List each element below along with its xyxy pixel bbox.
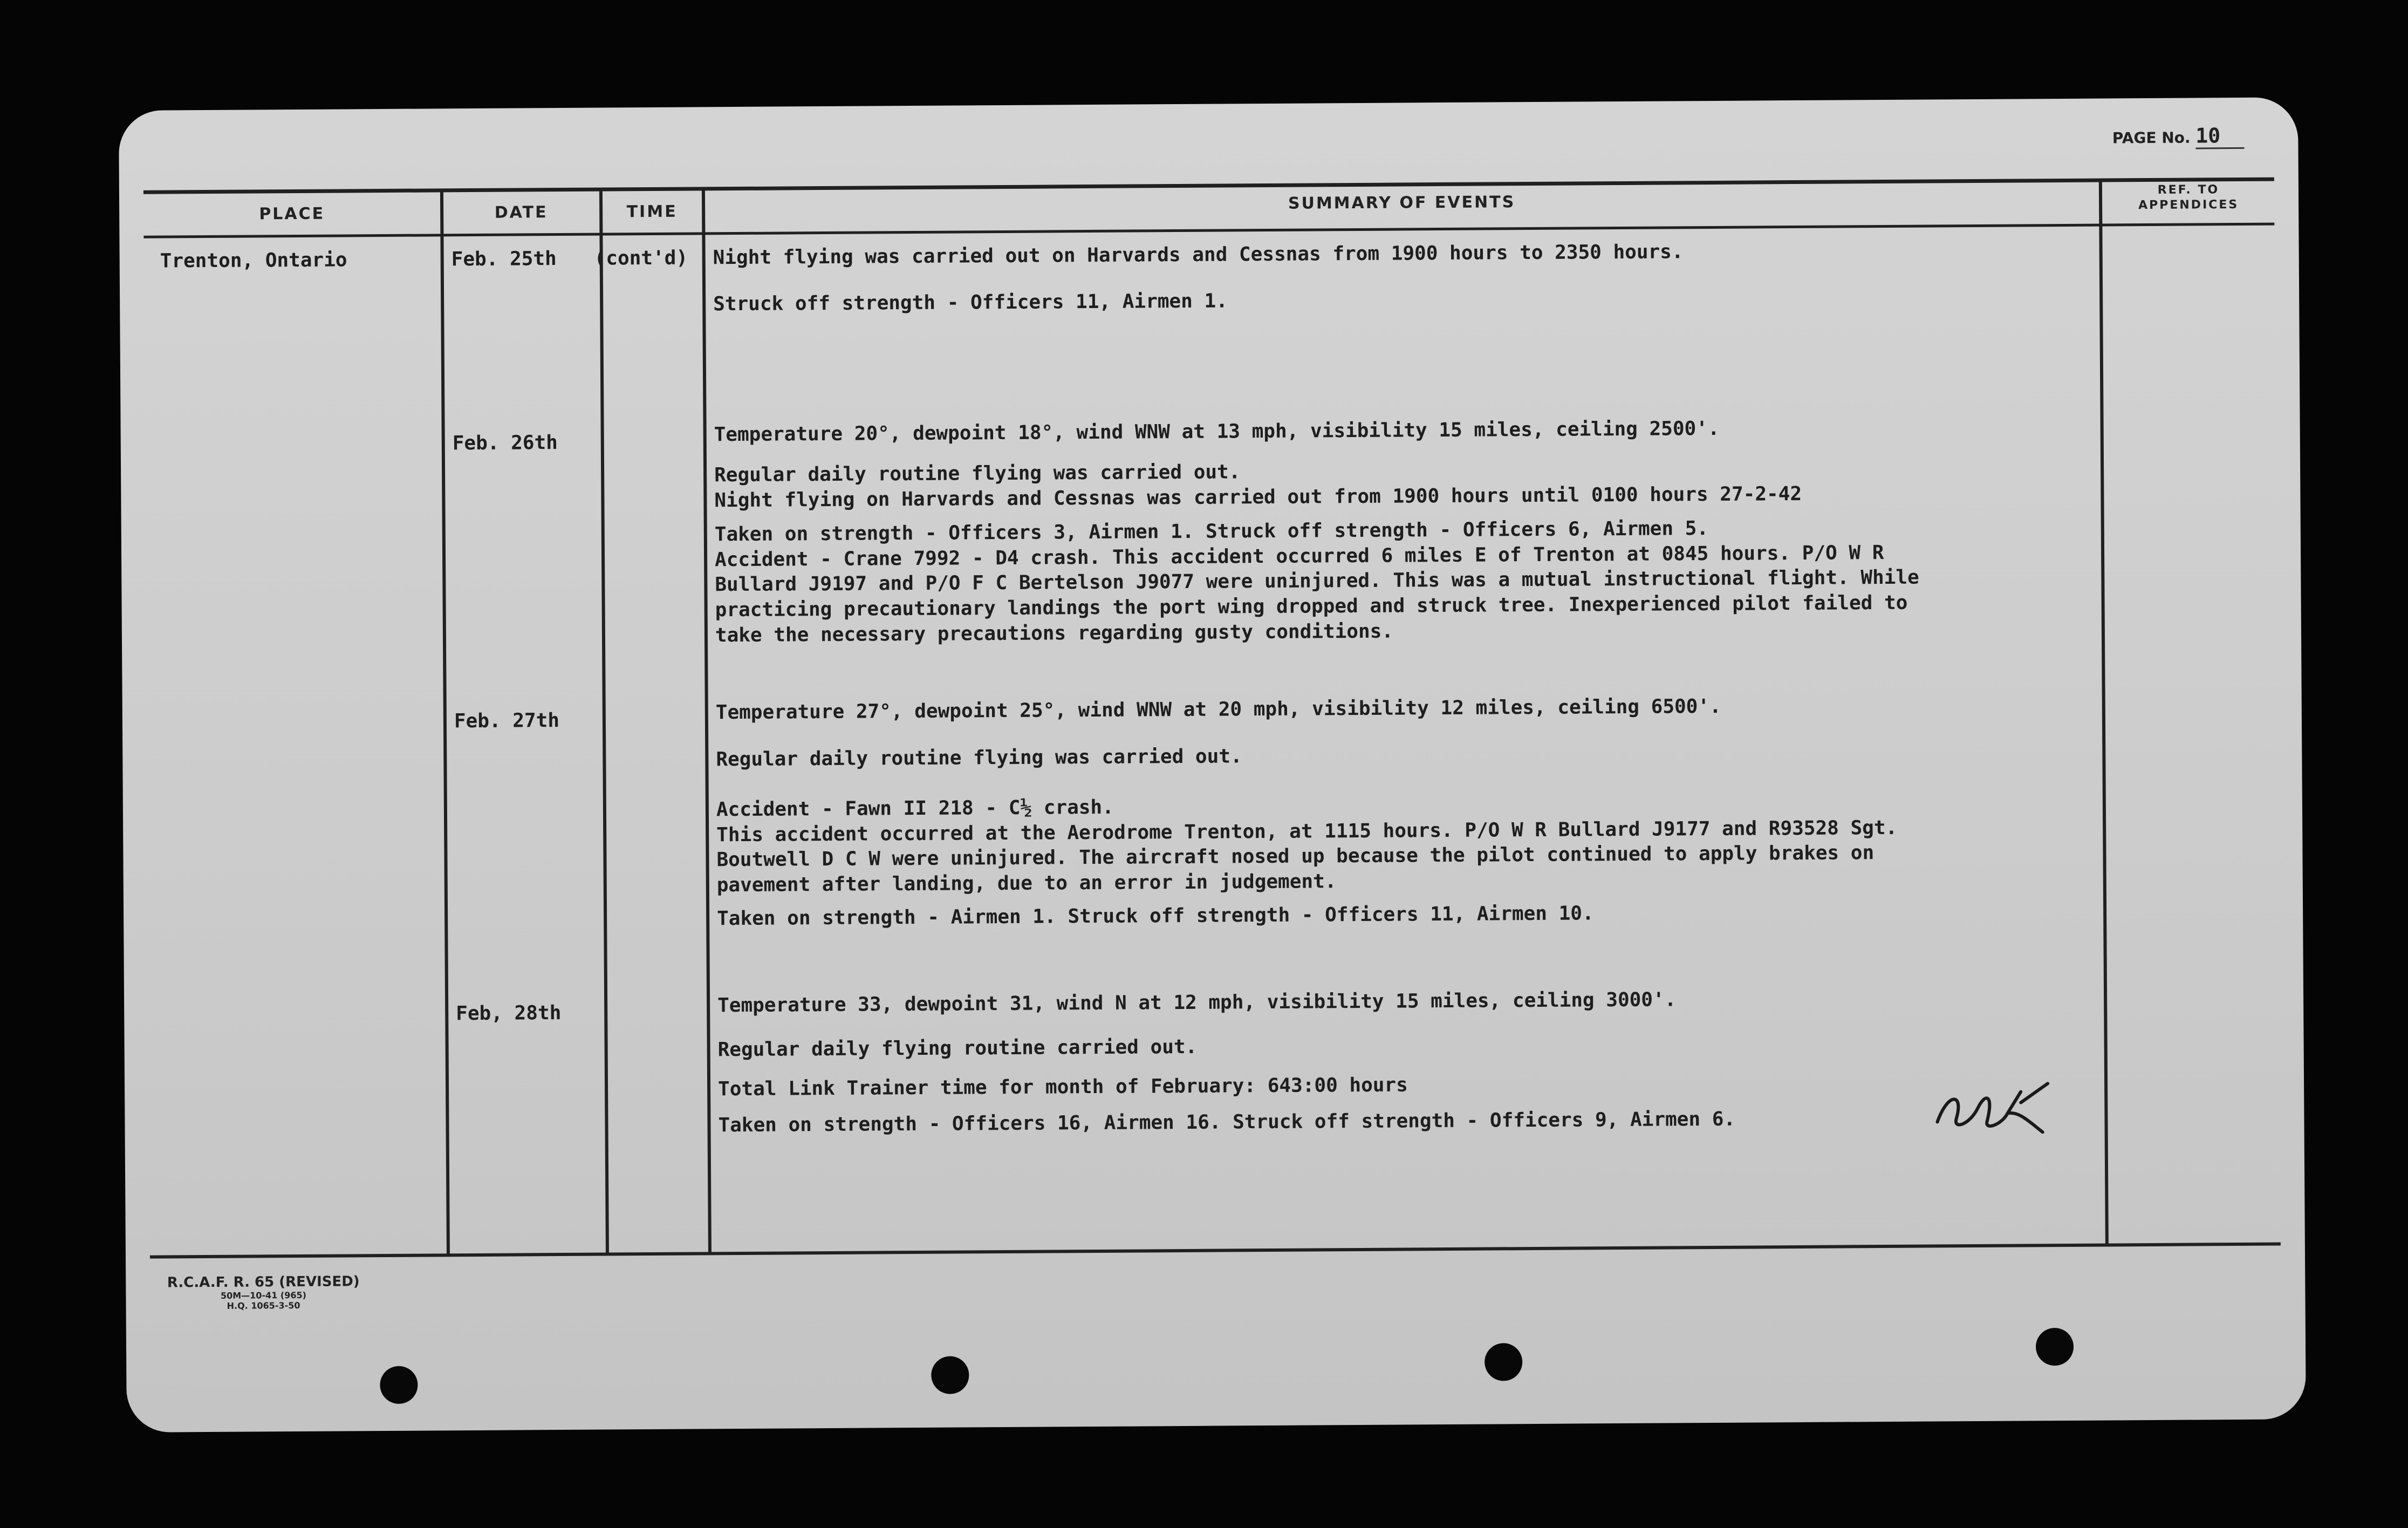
- summary-line: Accident - Crane 7992 - D4 crash. This accident occurred 6 miles E of Trenton at 0845 hours. P/O W R: [714, 542, 1884, 571]
- summary-line: Struck off strength - Officers 11, Airmen 1.: [713, 290, 1228, 316]
- summary-line: Accident - Fawn II 218 - C½ crash.: [716, 796, 1114, 821]
- place-cell: Trenton, Ontario: [160, 249, 347, 272]
- punch-hole: [1485, 1343, 1522, 1381]
- diary-form-card: [119, 97, 2306, 1432]
- table-bottom-rule: [150, 1243, 2281, 1259]
- punch-hole: [931, 1356, 969, 1394]
- handwritten-initials: [1926, 1070, 2056, 1141]
- header-bottom-rule: [143, 223, 2274, 238]
- summary-line: Taken on strength - Officers 3, Airmen 1. Struck off strength - Officers 6, Airmen 5.: [714, 517, 1709, 546]
- summary-line: practicing precautionary landings the port wing dropped and struck tree. Inexperienced pilot failed to: [715, 591, 1908, 622]
- summary-line: Regular daily flying routine carried out.: [717, 1035, 1198, 1061]
- divider-place-date: [440, 189, 450, 1255]
- summary-line: Temperature 33, dewpoint 31, wind N at 12 mph, visibility 15 miles, ceiling 3000'.: [717, 988, 1677, 1017]
- time-contd: (cont'd): [594, 247, 688, 270]
- punch-hole: [2036, 1328, 2074, 1366]
- column-header-time: TIME: [626, 202, 678, 222]
- summary-line: take the necessary precautions regarding gusty conditions.: [715, 620, 1394, 647]
- column-header-ref-line1: REF. TO: [2157, 183, 2220, 197]
- divider-time-summary: [702, 188, 712, 1253]
- form-id: R.C.A.F. R. 65 (REVISED): [167, 1273, 360, 1291]
- summary-line: Bullard J9197 and P/O F C Bertelson J9077 were uninjured. This was a mutual instructional flight. While: [715, 566, 1919, 596]
- summary-line: Temperature 27°, dewpoint 25°, wind WNW at 20 mph, visibility 12 miles, ceiling 6500'.: [715, 695, 1721, 724]
- page-label: PAGE No.: [2112, 128, 2191, 147]
- date-feb-27: Feb. 27th: [454, 710, 560, 733]
- date-feb-28: Feb, 28th: [456, 1002, 562, 1025]
- form-print-line: 50M—10-41 (965): [220, 1290, 306, 1301]
- punch-hole: [380, 1366, 418, 1404]
- divider-date-time: [599, 189, 609, 1254]
- summary-line: Taken on strength - Airmen 1. Struck off strength - Officers 11, Airmen 10.: [717, 902, 1594, 930]
- date-feb-26: Feb. 26th: [452, 432, 558, 455]
- divider-summary-ref: [2099, 180, 2109, 1245]
- page-number: 10: [2195, 124, 2244, 149]
- summary-line: Total Link Trainer time for month of February: 643:00 hours: [717, 1074, 1408, 1101]
- summary-line: Boutwell D C W were uninjured. The aircraft nosed up because the pilot continued to apply brakes on: [716, 842, 1875, 871]
- date-feb-25: Feb. 25th: [451, 248, 557, 271]
- column-header-summary: SUMMARY OF EVENTS: [1288, 193, 1516, 213]
- column-header-date: DATE: [494, 203, 548, 222]
- summary-line: Night flying on Harvards and Cessnas was carried out from 1900 hours until 0100 hours 27-2-42: [714, 482, 1802, 512]
- column-header-place: PLACE: [259, 204, 325, 224]
- summary-line: pavement after landing, due to an error in judgement.: [716, 870, 1337, 897]
- summary-line: Night flying was carried out on Harvards and Cessnas from 1900 hours to 2350 hours.: [713, 241, 1684, 269]
- summary-line: Regular daily routine flying was carried out.: [716, 745, 1242, 771]
- page-number-label: [2112, 124, 2245, 149]
- form-identifier: [150, 1273, 377, 1312]
- summary-line: Temperature 20°, dewpoint 18°, wind WNW at 13 mph, visibility 15 miles, ceiling 2500'.: [714, 417, 1720, 446]
- column-header-ref-line2: APPENDICES: [2138, 197, 2239, 213]
- summary-line: Taken on strength - Officers 16, Airmen 16. Struck off strength - Officers 9, Airmen 6.: [718, 1108, 1736, 1137]
- form-print-line: H.Q. 1065-3-50: [227, 1300, 300, 1311]
- summary-line: Regular daily routine flying was carried out.: [714, 461, 1241, 487]
- summary-line: This accident occurred at the Aerodrome Trenton, at 1115 hours. P/O W R Bullard J9177 and R93528 Sgt.: [716, 816, 1898, 847]
